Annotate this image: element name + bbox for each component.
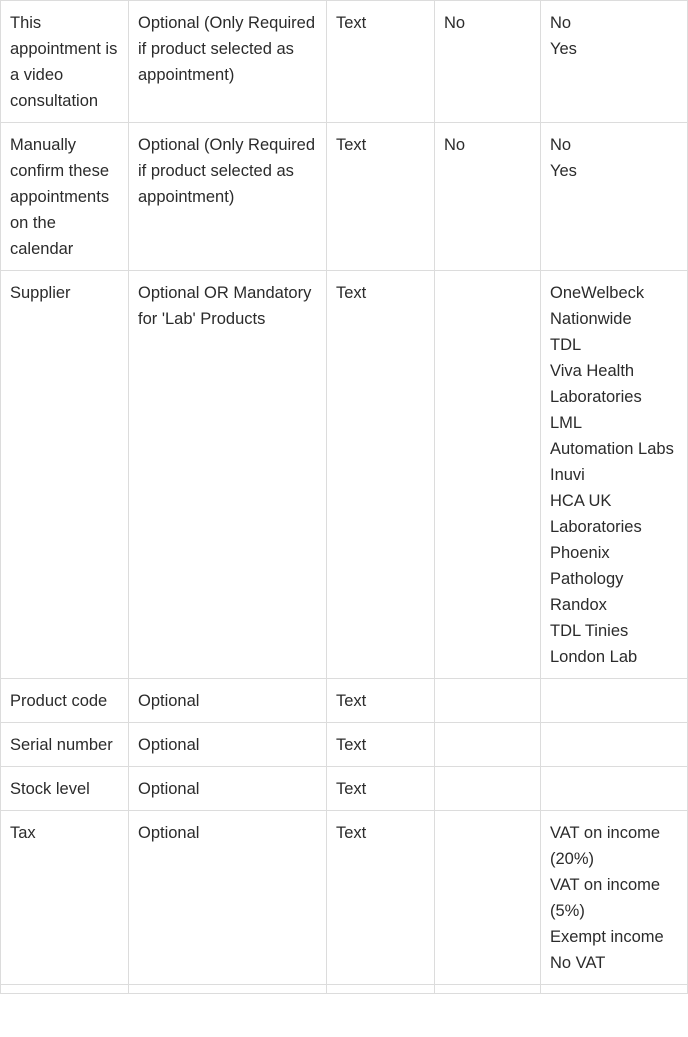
default-cell: No bbox=[435, 1, 541, 123]
option-value: No bbox=[550, 14, 572, 32]
type-cell: Text bbox=[327, 123, 435, 271]
requirement-cell: Optional bbox=[129, 811, 327, 985]
requirement-cell: Optional (Only Required if product selected as appointment) bbox=[129, 123, 327, 271]
option-value: No VAT bbox=[550, 954, 606, 972]
table-row bbox=[1, 271, 688, 679]
option-value: Inuvi bbox=[550, 466, 585, 484]
option-value: Automation Labs bbox=[550, 440, 674, 458]
requirement-cell: Optional (Only Required if product selected as appointment) bbox=[129, 1, 327, 123]
option-value: No bbox=[550, 136, 572, 154]
table-body bbox=[1, 1, 688, 994]
options-cell bbox=[541, 679, 688, 723]
default-cell bbox=[435, 767, 541, 811]
option-value: TDL bbox=[550, 336, 582, 354]
field-name-cell: Manually confirm these appointments on the calendar bbox=[1, 123, 129, 271]
field-name-cell: Stock level bbox=[1, 767, 129, 811]
options-cell bbox=[541, 811, 688, 985]
options-cell bbox=[541, 271, 688, 679]
option-value: Randox bbox=[550, 596, 607, 614]
option-value: Nationwide bbox=[550, 310, 632, 328]
table-row bbox=[1, 123, 688, 271]
options-cell bbox=[541, 1, 688, 123]
default-cell bbox=[435, 679, 541, 723]
field-name-cell: Tax bbox=[1, 811, 129, 985]
option-value: TDL Tinies bbox=[550, 622, 629, 640]
requirement-cell: Optional bbox=[129, 679, 327, 723]
type-cell: Text bbox=[327, 767, 435, 811]
option-value: Exempt income bbox=[550, 928, 664, 946]
default-cell bbox=[435, 811, 541, 985]
option-value: VAT on income (20%) bbox=[550, 824, 661, 868]
table-row-partial bbox=[1, 985, 688, 994]
table-row bbox=[1, 679, 688, 723]
options-cell bbox=[541, 723, 688, 767]
table-row bbox=[1, 811, 688, 985]
type-cell: Text bbox=[327, 679, 435, 723]
field-name-cell: Supplier bbox=[1, 271, 129, 679]
field-name-cell: This appointment is a video consultation bbox=[1, 1, 129, 123]
requirement-cell: Optional bbox=[129, 767, 327, 811]
requirement-cell: Optional bbox=[129, 723, 327, 767]
table-row bbox=[1, 723, 688, 767]
default-cell bbox=[435, 271, 541, 679]
table-row bbox=[1, 1, 688, 123]
option-value: VAT on income (5%) bbox=[550, 876, 661, 920]
option-value: Yes bbox=[550, 40, 577, 58]
type-cell: Text bbox=[327, 811, 435, 985]
requirement-cell: Optional OR Mandatory for 'Lab' Products bbox=[129, 271, 327, 679]
options-cell bbox=[541, 123, 688, 271]
option-value: OneWelbeck bbox=[550, 284, 645, 302]
option-value: HCA UK Laboratories bbox=[550, 492, 642, 536]
type-cell: Text bbox=[327, 271, 435, 679]
type-cell: Text bbox=[327, 723, 435, 767]
type-cell: Text bbox=[327, 1, 435, 123]
option-value: Phoenix Pathology bbox=[550, 544, 624, 588]
option-value: Yes bbox=[550, 162, 577, 180]
default-cell bbox=[435, 723, 541, 767]
field-name-cell: Serial number bbox=[1, 723, 129, 767]
option-value: Viva Health Laboratories bbox=[550, 362, 642, 406]
field-name-cell: Product code bbox=[1, 679, 129, 723]
option-value: LML bbox=[550, 414, 583, 432]
default-cell: No bbox=[435, 123, 541, 271]
option-value: London Lab bbox=[550, 648, 638, 666]
table-row bbox=[1, 767, 688, 811]
options-cell bbox=[541, 767, 688, 811]
